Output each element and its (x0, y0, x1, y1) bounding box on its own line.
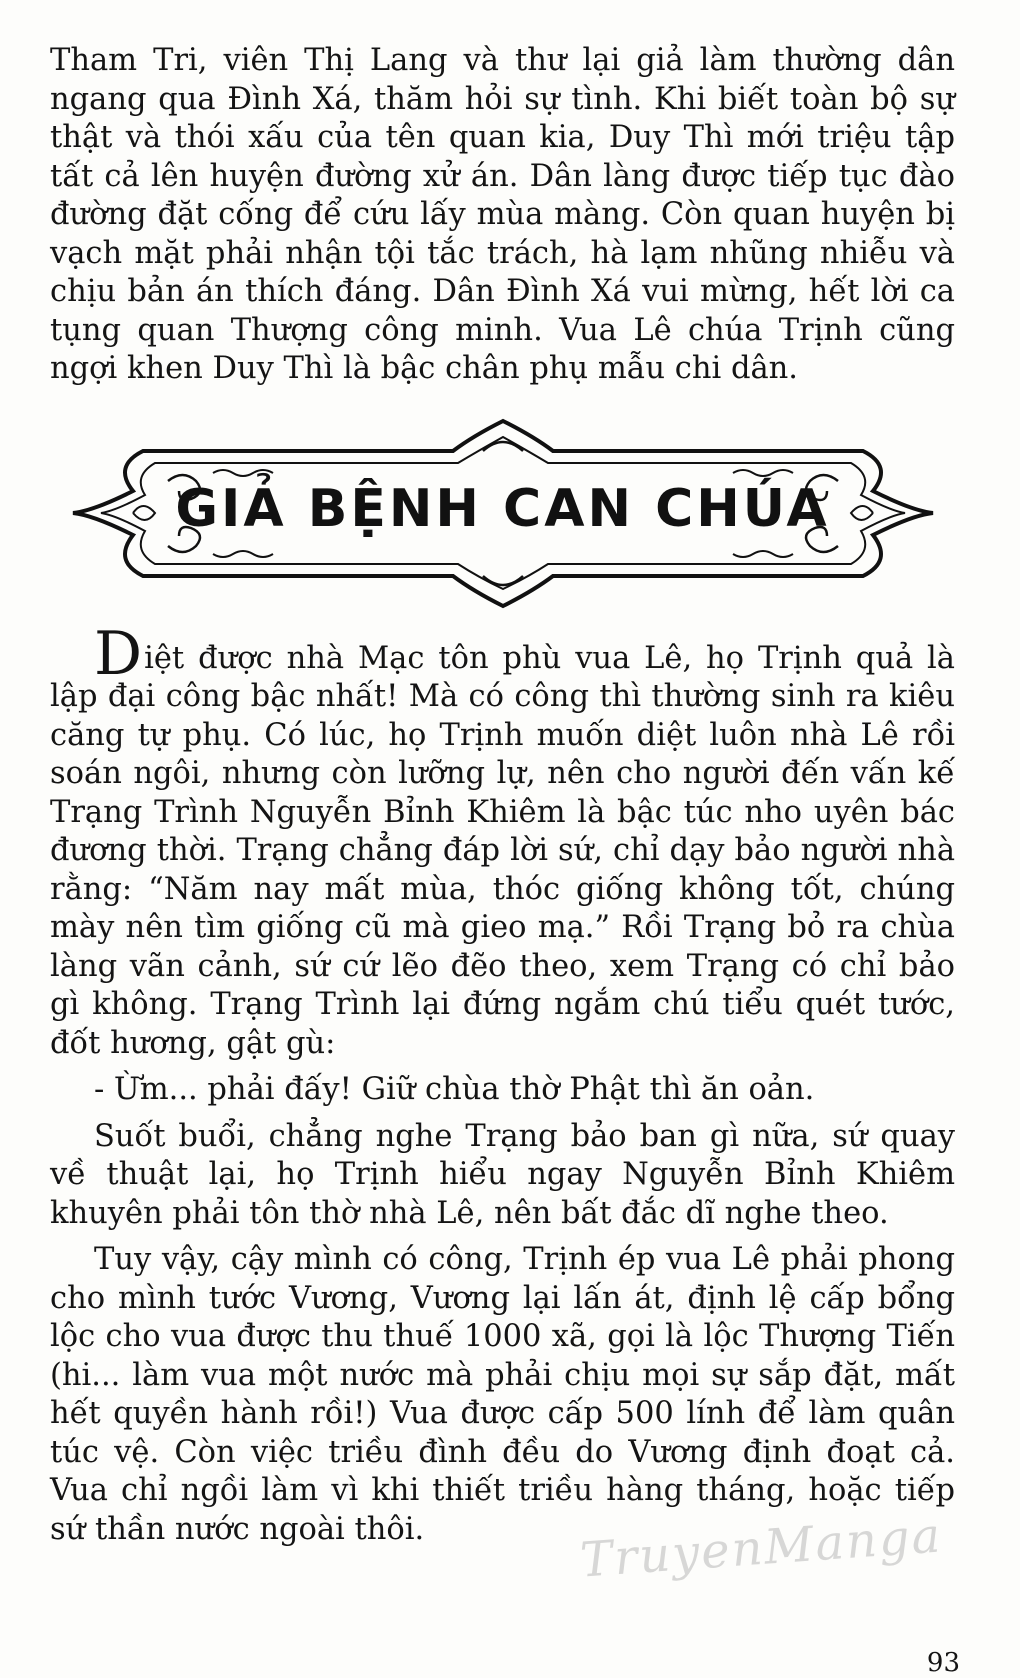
paragraph-story-1 (50, 618, 955, 1064)
page-number: 93 (926, 1648, 960, 1678)
paragraph-story-2: - Ừm... phải đấy! Giữ chùa thờ Phật thì ăn oản. (94, 1072, 815, 1107)
paragraph-story-3: Suốt buổi, chẳng nghe Trạng bảo ban gì nữa, sứ quay về thuật lại, họ Trịnh hiểu ngay Nguyễn Bỉnh Khiêm khuyên phải tôn thờ nhà Lê, nên bất đắc dĩ nghe theo. (50, 1118, 955, 1231)
chapter-title: GIẢ BỆNH CAN CHÚA (175, 478, 830, 539)
page-content (50, 42, 955, 1549)
paragraph-intro: Tham Tri, viên Thị Lang và thư lại giả làm thường dân ngang qua Đình Xá, thăm hỏi sự tình. Khi biết toàn bộ sự thật và thói xấu của tên quan kia, Duy Thì mới triệu tập tất cả lên huyện đường xử án. Dân làng được tiếp tục đào đường đặt cống để cứu lấy mùa màng. Còn quan huyện bị vạch mặt phải nhận tội tắc trách, hà lạm nhũng nhiễu và chịu bản án thích đáng. Dân Đình Xá vui mừng, hết lời ca tụng quan Thượng công minh. Vua Lê chúa Trịnh cũng ngợi khen Duy Thì là bậc chân phụ mẫu chi dân. (50, 43, 955, 386)
paragraph-story-1-text: iệt được nhà Mạc tôn phù vua Lê, họ Trịnh quả là lập đại công bậc nhất! Mà có công thì thường sinh ra kiêu căng tự phụ. Có lúc, họ Trịnh muốn diệt luôn nhà Lê rồi soán ngôi, nhưng còn lưỡng lự, nên cho người đến vấn kế Trạng Trình Nguyễn Bỉnh Khiêm là bậc túc nho uyên bác đương thời. Trạng chẳng đáp lời sứ, chỉ dạy bảo người nhà rằng: “Năm nay mất mùa, thóc giống không tốt, chúng mày nên tìm giống cũ mà gieo mạ.” Rồi Trạng bỏ ra chùa làng vãn cảnh, sứ cứ lẽo đẽo theo, xem Trạng có chỉ bảo gì không. Trạng Trình lại đứng ngắm chú tiểu quét tước, đốt hương, gật gù: (50, 640, 955, 1061)
chapter-title-banner (73, 411, 933, 616)
drop-cap: D (94, 618, 143, 689)
paragraph-story-4: Tuy vậy, cậy mình có công, Trịnh ép vua Lê phải phong cho mình tước Vương, Vương lại lấn át, định lệ cấp bổng lộc cho vua được thu thuế 1000 xã, gọi là lộc Thượng Tiến (hi... làm vua một nước mà phải chịu mọi sự sắp đặt, mất hết quyền hành rồi!) Vua được cấp 500 lính để làm quân túc vệ. Còn việc triều đình đều do Vương định đoạt cả. Vua chỉ ngồi làm vì khi thiết triều hàng tháng, hoặc tiếp sứ thần nước ngoài thôi. (50, 1242, 955, 1547)
watermark-logo: TruyenManga (578, 1507, 944, 1589)
